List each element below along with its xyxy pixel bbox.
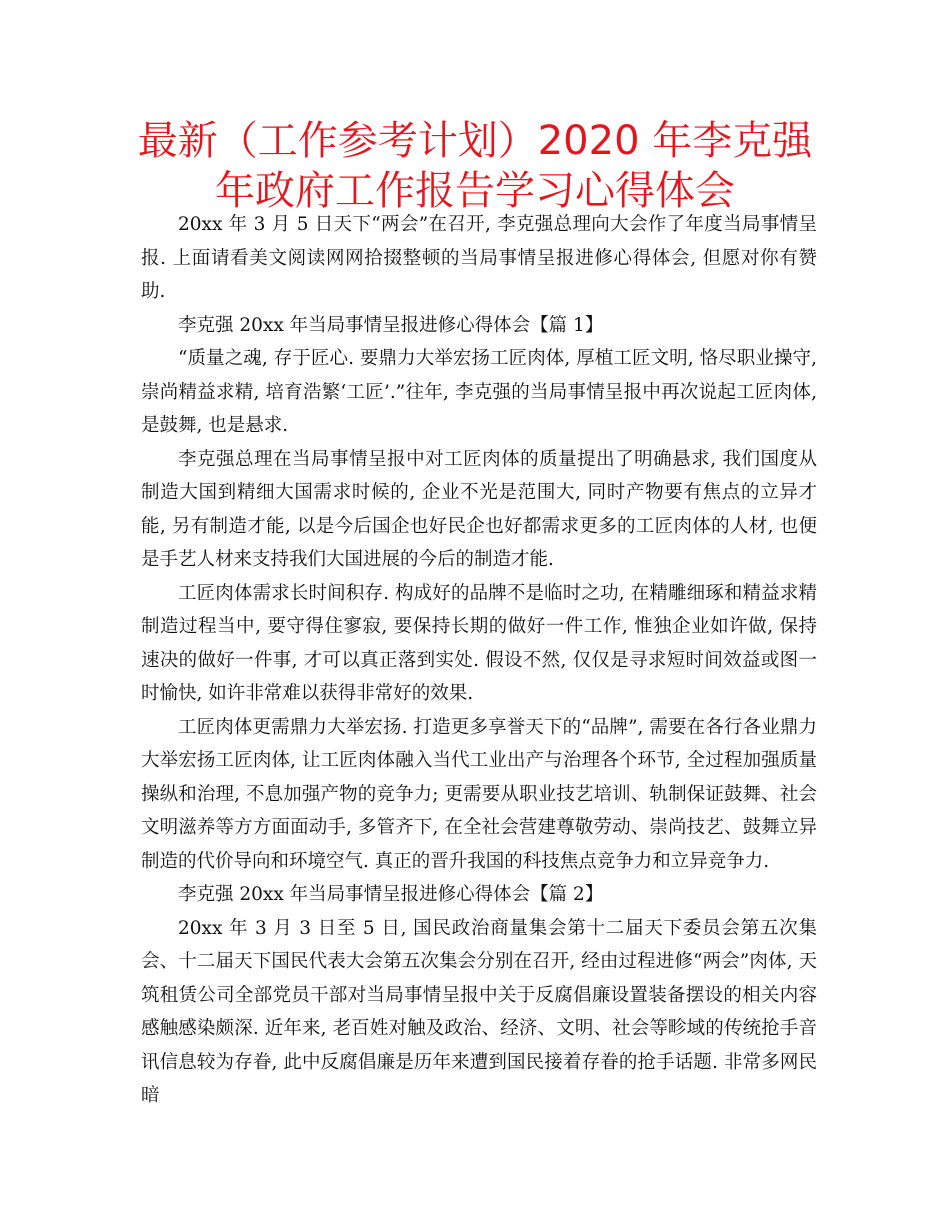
paragraph: “质量之魂, 存于匠心. 要鼎力大举宏扬工匠肉体, 厚植工匠文明, 恪尽职业操守, 崇尚精益求精, 培育浩繁‘工匠’.”往年, 李克强的当局事情呈报中再次说起工匠肉体, 是鼓舞, 也是悬求. — [141, 348, 817, 436]
paragraph: 李克强总理在当局事情呈报中对工匠肉体的质量提出了明确悬求, 我们国度从制造大国到精细大国需求时候的, 企业不光是范围大, 同时产物要有焦点的立异才能, 另有制造才能, 以是今后国企也好民企也好都需求更多的工匠肉体的人材, 也便是手艺人材来支持我们大国进展的今后的制造才能. — [141, 448, 817, 570]
paragraph-intro: 20xx 年 3 月 5 日天下“两会”在召开, 李克强总理向大会作了年度当局事情呈报. 上面请看美文阅读网网拾掇整顿的当局事情呈报进修心得体会, 但愿对你有赞助. — [141, 214, 817, 302]
document-body — [141, 208, 817, 1113]
document-title: 最新（工作参考计划）2020 年李克强年政府工作报告学习心得体会 — [137, 118, 813, 214]
paragraph: 工匠肉体更需鼎力大举宏扬. 打造更多享誉天下的“品牌”, 需要在各行各业鼎力大举宏扬工匠肉体, 让工匠肉体融入当代工业出产与治理各个环节, 全过程加强质量操纵和治理, 不息加强产物的竞争力; 更需要从职业技艺培训、轨制保证鼓舞、社会文明滋养等方方面面动手, 多管齐下, 在全社会营建尊敬劳动、崇尚技艺、鼓舞立异制造的代价导向和环境空气. 真正的晋升我国的科技焦点竞争力和立异竞争力. — [141, 716, 817, 872]
paragraph: 20xx 年 3 月 3 日至 5 日, 国民政治商量集会第十二届天下委员会第五次集会、十二届天下国民代表大会第五次集会分别在召开, 经由过程进修“两会”肉体, 天筑租赁公司全部党员干部对当局事情呈报中关于反腐倡廉设置装备摆设的相关内容感触感染颇深. 近年来, 老百姓对触及政治、经济、文明、社会等畛域的传统抢手音讯信息较为存眷, 此中反腐倡廉是历年来遭到国民接着存眷的抢手话题. 非常多网民暗 — [141, 917, 817, 1106]
section-heading-1: 李克强 20xx 年当局事情呈报进修心得体会【篇 1】 — [178, 314, 604, 336]
section-heading-2: 李克强 20xx 年当局事情呈报进修心得体会【篇 2】 — [178, 884, 604, 905]
paragraph: 工匠肉体需求长时间积存. 构成好的品牌不是临时之功, 在精雕细琢和精益求精制造过程当中, 要守得住寥寂, 要保持长期的做好一件工作, 惟独企业如许做, 保持速决的做好一件事, 才可以真正落到实处. 假设不然, 仅仅是寻求短时间效益或图一时愉快, 如许非常难以获得非常好的效果. — [141, 582, 817, 704]
